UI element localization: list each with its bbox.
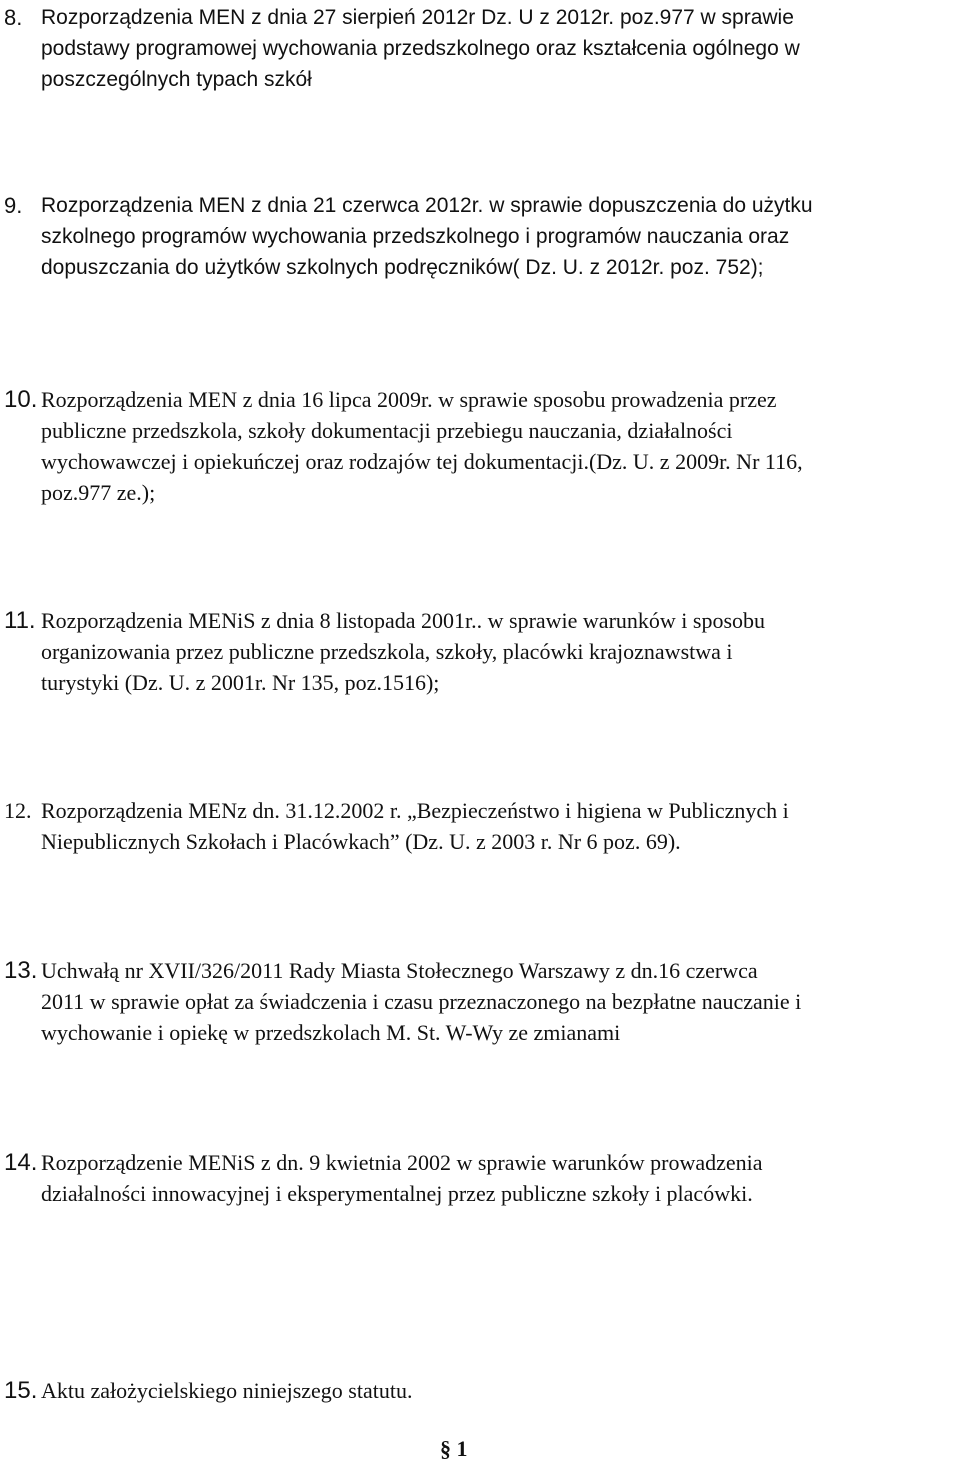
list-item-number: 13. [4, 957, 38, 984]
list-item-text-line: Niepublicznych Szkołach i Placówkach” (Dz. U. z 2003 r. Nr 6 poz. 69). [41, 829, 681, 854]
list-item-text-line: działalności innowacyjnej i eksperymentalnej przez publiczne szkoły i placówki. [41, 1181, 753, 1206]
list-item-text-line: Rozporządzenia MENz dn. 31.12.2002 r. „Bezpieczeństwo i higiena w Publicznych i [41, 798, 789, 823]
list-item-text-line: publiczne przedszkola, szkoły dokumentacji przebiegu nauczania, działalności [41, 418, 733, 443]
list-item-text-line: poszczególnych typach szkół [41, 68, 312, 91]
list-item-text-line: dopuszczania do użytków szkolnych podręczników( Dz. U. z 2012r. poz. 752); [41, 256, 764, 279]
list-item-number: 10. [4, 386, 38, 413]
list-item-text-line: Rozporządzenia MENiS z dnia 8 listopada 2001r.. w sprawie warunków i sposobu [41, 608, 766, 633]
list-item-text-line: turystyki (Dz. U. z 2001r. Nr 135, poz.1516); [41, 670, 440, 695]
list-item-text-line: Rozporządzenie MENiS z dn. 9 kwietnia 2002 w sprawie warunków prowadzenia [41, 1150, 763, 1175]
list-item-text-line: podstawy programowej wychowania przedszkolnego oraz kształcenia ogólnego w [41, 37, 800, 60]
list-item-text-line: Rozporządzenia MEN z dnia 21 czerwca 2012r. w sprawie dopuszczenia do użytku [41, 194, 813, 217]
list-item-text-line: Aktu założycielskiego niniejszego statutu. [41, 1378, 413, 1403]
list-item-text-line: poz.977 ze.); [41, 480, 156, 505]
list-item-text-line: szkolnego programów wychowania przedszkolnego i programów nauczania oraz [41, 225, 790, 248]
list-item-text-line: organizowania przez publiczne przedszkola, szkoły, placówki krajoznawstwa i [41, 639, 733, 664]
list-item-number: 8. [4, 5, 23, 30]
list-item-text-line: 2011 w sprawie opłat za świadczenia i czasu przeznaczonego na bezpłatne nauczanie i [41, 989, 802, 1014]
section-heading: § 1 [440, 1436, 468, 1461]
list-item-text-line: Rozporządzenia MEN z dnia 27 sierpień 2012r Dz. U z 2012r. poz.977 w sprawie [41, 6, 794, 29]
list-item-number: 14. [4, 1149, 38, 1176]
list-item-text-line: wychowawczej i opiekuńczej oraz rodzajów tej dokumentacji.(Dz. U. z 2009r. Nr 116, [41, 449, 803, 474]
list-item-text-line: Uchwałą nr XVII/326/2011 Rady Miasta Stołecznego Warszawy z dn.16 czerwca [41, 958, 758, 983]
list-item-number: 11. [4, 607, 36, 634]
list-item-number: 9. [4, 193, 23, 218]
list-item-text-line: Rozporządzenia MEN z dnia 16 lipca 2009r. w sprawie sposobu prowadzenia przez [41, 387, 777, 412]
list-item-text-line: wychowanie i opiekę w przedszkolach M. St. W-Wy ze zmianami [41, 1020, 621, 1045]
list-item-number: 12. [4, 798, 32, 823]
list-item-number: 15. [4, 1377, 38, 1404]
